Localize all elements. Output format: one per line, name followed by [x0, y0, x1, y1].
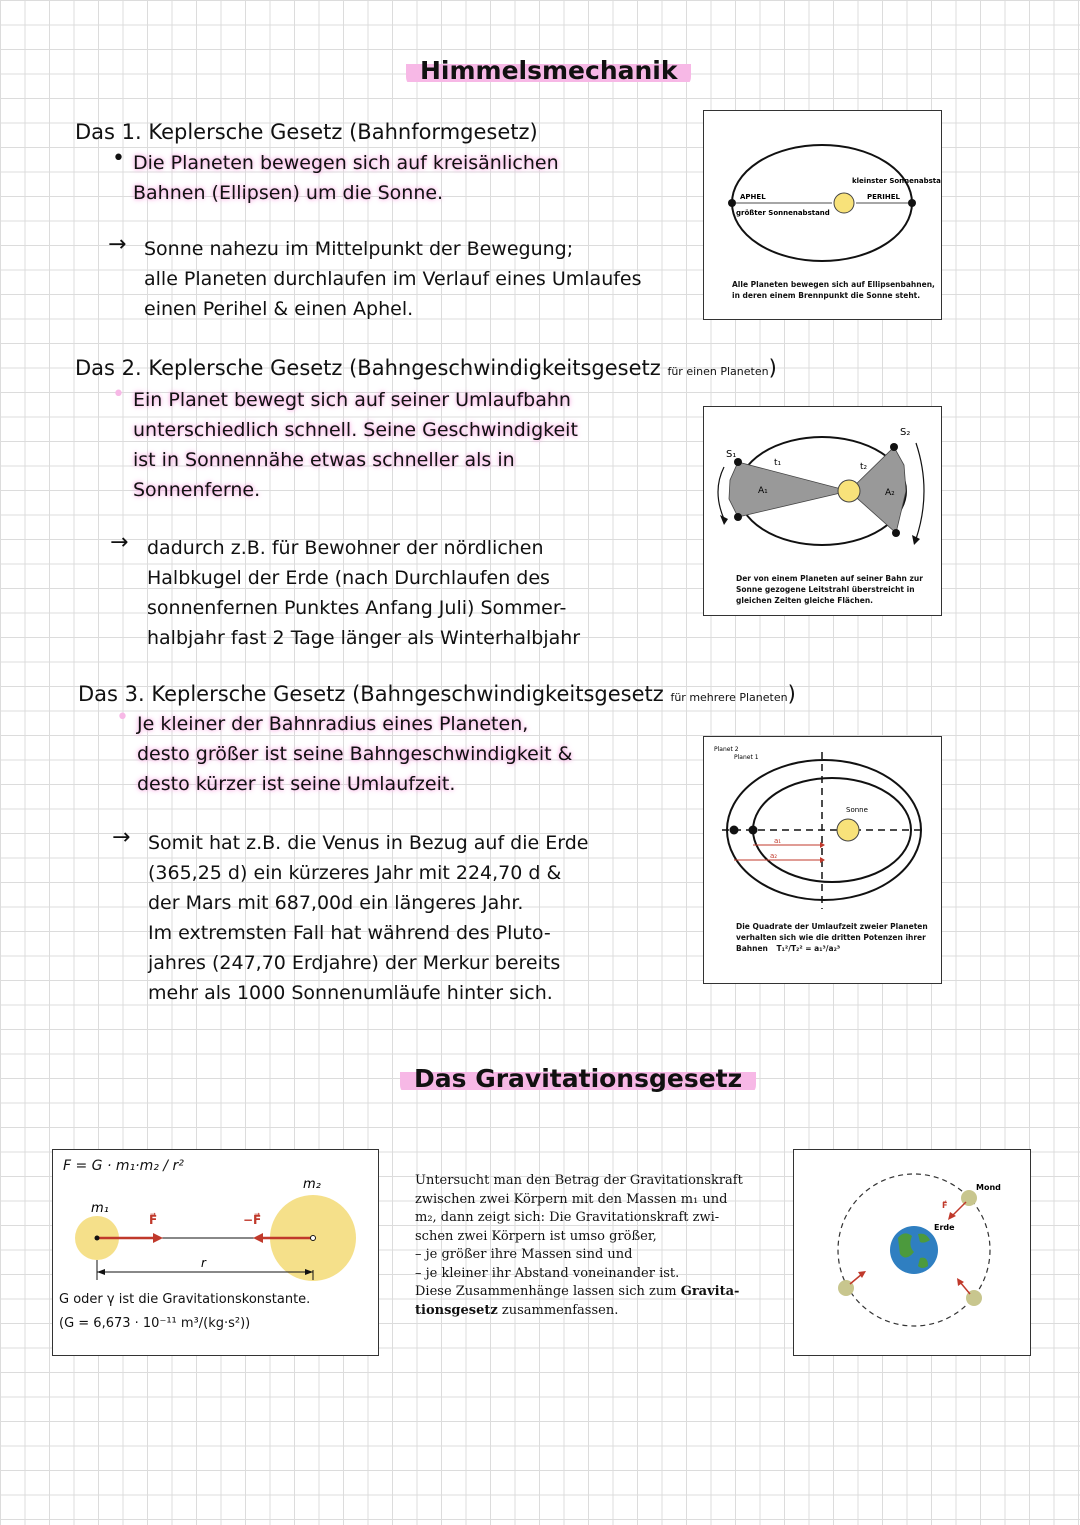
arrowhead-icon: [720, 515, 728, 525]
gravitation-text-line7b: Gravita-: [680, 1284, 740, 1299]
kepler3-note: [148, 828, 588, 1008]
mass1-center: [95, 1236, 100, 1241]
kepler2-highlight-line4: Sonnenferne.: [133, 479, 261, 501]
kepler3-note-line5: jahres (247,70 Erdjahre) der Merkur bereits: [148, 952, 561, 974]
force-arrow: [952, 1202, 966, 1216]
kepler2-caption-line2: Sonne gezogene Leitstrahl überstreicht in: [736, 585, 915, 594]
kepler2-highlight-line3: ist in Sonnennähe etwas schneller als in: [133, 449, 515, 471]
planet-dot: [890, 443, 898, 451]
sun-icon: [834, 193, 854, 213]
planet-aphel-dot: [728, 199, 736, 207]
label-aphel: APHEL: [740, 193, 766, 201]
kepler2-caption-line1: Der von einem Planeten auf seiner Bahn zur: [736, 574, 923, 583]
arrow-right-icon: →: [108, 232, 127, 257]
earth-icon: [890, 1226, 938, 1274]
kepler2-note-line1: dadurch z.B. für Bewohner der nördlichen: [147, 537, 544, 559]
kepler3-note-line2: (365,25 d) ein kürzeres Jahr mit 224,70 d &: [148, 862, 562, 884]
label-m2: m₂: [303, 1177, 321, 1192]
kepler3-heading-small: für mehrere Planeten: [670, 691, 788, 704]
kepler3-heading-main: Das 3. Keplersche Gesetz (Bahngeschwindigkeitsgesetz: [78, 682, 664, 706]
kepler1-highlight-line2: Bahnen (Ellipsen) um die Sonne.: [133, 182, 444, 204]
label-planet2: Planet 2: [714, 746, 739, 753]
gravitation-text-line4: schen zwei Körpern ist umso größer,: [415, 1228, 657, 1244]
arrow-right-icon: →: [110, 530, 129, 555]
kepler2-note-line2: Halbkugel der Erde (nach Durchlaufen des: [147, 567, 550, 589]
kepler3-highlight-line3: desto kürzer ist seine Umlaufzeit.: [137, 773, 456, 795]
planet-perihel-dot: [908, 199, 916, 207]
label-max-distance: größter Sonnenabstand: [736, 209, 830, 217]
kepler1-note-line1: Sonne nahezu im Mittelpunkt der Bewegung;: [144, 238, 574, 260]
kepler1-caption-line2: in deren einem Brennpunkt die Sonne steht.: [732, 291, 921, 300]
label-m1: m₁: [91, 1201, 109, 1216]
kepler3-caption: [736, 921, 928, 954]
gravitation-text-line7: [415, 1283, 752, 1302]
kepler2-diagram: [703, 406, 942, 616]
sun-icon: [837, 819, 859, 841]
motion-arrow-right: [916, 443, 924, 539]
kepler3-heading-end: ): [787, 682, 796, 706]
kepler3-highlight-line2: desto größer ist seine Bahngeschwindigkeit &: [137, 743, 573, 765]
kepler1-caption: [732, 279, 935, 301]
planet2-dot: [730, 826, 739, 835]
kepler2-caption-line3: gleichen Zeiten gleiche Flächen.: [736, 596, 874, 605]
label-t1: t₁: [774, 458, 782, 468]
label-perihel: PERIHEL: [867, 193, 901, 201]
kepler3-caption-bahnen: Bahnen: [736, 944, 768, 953]
label-planet1: Planet 1: [734, 754, 759, 761]
gravitation-text-line3: m₂, dann zeigt sich: Die Gravitationskraft zwi-: [415, 1210, 720, 1225]
gravitation-text-line2: zwischen zwei Körpern mit den Massen m₁ und: [415, 1191, 728, 1207]
label-r: r: [201, 1256, 206, 1270]
kepler2-note-line3: sonnenfernen Punktes Anfang Juli) Sommer-: [147, 597, 567, 619]
kepler2-highlight-line1: Ein Planet bewegt sich auf seiner Umlaufbahn: [133, 389, 571, 411]
label-t2: t₂: [860, 462, 868, 472]
kepler3-diagram: [703, 736, 942, 984]
motion-arrow-left: [718, 467, 724, 519]
kepler3-caption-line1: Die Quadrate der Umlaufzeit zweier Planeten: [736, 922, 928, 931]
kepler3-highlight-line1: Je kleiner der Bahnradius eines Planeten,: [137, 713, 529, 735]
kepler3-heading: [78, 682, 796, 706]
label-a2: a₂: [770, 852, 778, 860]
gravitation-text-line8b: zusammenfassen.: [497, 1302, 619, 1318]
label-sonne: Sonne: [846, 806, 868, 814]
sector-a1: [729, 462, 849, 517]
mass2-center: [311, 1236, 316, 1241]
kepler2-highlight-line2: unterschiedlich schnell. Seine Geschwindigkeit: [133, 419, 578, 441]
bullet-icon: •: [116, 705, 129, 730]
kepler2-caption: [736, 573, 923, 606]
gravitation-text: [415, 1172, 752, 1320]
kepler3-note-line6: mehr als 1000 Sonnenumläufe hinter sich.: [148, 982, 553, 1004]
bullet-icon: •: [112, 382, 125, 407]
label-erde: Erde: [934, 1223, 955, 1232]
kepler3-highlight: [137, 709, 572, 799]
gravitation-text-line8a: tionsgesetz: [415, 1302, 498, 1318]
kepler2-highlight: [133, 385, 578, 505]
kepler3-caption-line3: [736, 943, 928, 954]
arrowhead-icon: [253, 1233, 263, 1243]
arrowhead-icon: [153, 1233, 163, 1243]
kepler2-note-line4: halbjahr fast 2 Tage länger als Winterhalbjahr: [147, 627, 581, 649]
kepler1-diagram: [703, 110, 942, 320]
gravitation-title: Das Gravitationsgesetz: [400, 1062, 756, 1095]
force-arrow: [850, 1274, 862, 1284]
gravitation-constant-value: (G = 6,673 · 10⁻¹¹ m³/(kg·s²)): [59, 1316, 251, 1331]
sun-icon: [838, 480, 860, 502]
arrowhead-icon: [97, 1269, 105, 1275]
kepler1-note-line3: einen Perihel & einen Aphel.: [144, 298, 414, 320]
gravitation-text-line8: [415, 1302, 752, 1321]
gravitation-text-line1: Untersucht man den Betrag der Gravitationskraft: [415, 1173, 743, 1188]
kepler1-highlight: [133, 148, 559, 208]
gravitation-formula-panel: [52, 1149, 379, 1356]
gravitation-text-line6: – je kleiner ihr Abstand voneinander ist.: [415, 1265, 680, 1281]
kepler1-heading: Das 1. Keplersche Gesetz (Bahnformgesetz): [75, 120, 538, 144]
kepler1-caption-line1: Alle Planeten bewegen sich auf Ellipsenbahnen,: [732, 280, 935, 289]
label-a1: A₁: [758, 486, 768, 496]
label-a2: A₂: [885, 488, 895, 498]
kepler2-heading-small: für einen Planeten: [667, 365, 769, 378]
label-force: F⃗: [942, 1201, 948, 1210]
label-f: F⃗: [149, 1213, 158, 1227]
kepler3-formula: T₁²/T₂² = a₁³/a₂³: [776, 944, 841, 953]
arrowhead-icon: [912, 535, 920, 545]
kepler3-note-line4: Im extremsten Fall hat während des Pluto-: [148, 922, 551, 944]
page-title: Himmelsmechanik: [406, 54, 691, 87]
planet-dot: [892, 529, 900, 537]
force-arrow: [960, 1282, 970, 1294]
gravitation-formula: F = G · m₁·m₂ / r²: [63, 1158, 184, 1174]
label-minus-f: −F⃗: [243, 1213, 262, 1227]
planet1-dot: [749, 826, 758, 835]
bullet-icon: •: [112, 146, 125, 171]
kepler1-note-line2: alle Planeten durchlaufen im Verlauf eines Umlaufes: [144, 268, 642, 290]
label-mond: Mond: [976, 1183, 1001, 1192]
earth-moon-diagram: [794, 1150, 1030, 1355]
kepler3-note-line1: Somit hat z.B. die Venus in Bezug auf die Erde: [148, 832, 589, 854]
kepler2-heading-main: Das 2. Keplersche Gesetz (Bahngeschwindigkeitsgesetz: [75, 356, 661, 380]
earth-moon-panel: [793, 1149, 1031, 1356]
gravitation-constant-line: G oder γ ist die Gravitationskonstante.: [59, 1292, 311, 1307]
kepler1-highlight-line1: Die Planeten bewegen sich auf kreisänlichen: [133, 152, 559, 174]
gravitation-text-line5: – je größer ihre Massen sind und: [415, 1247, 633, 1262]
kepler3-note-line3: der Mars mit 687,00d ein längeres Jahr.: [148, 892, 524, 914]
label-min-distance: kleinster Sonnenabstand: [852, 177, 941, 185]
kepler2-note: [147, 533, 580, 653]
arrow-right-icon: →: [112, 825, 131, 850]
label-s1: S₁: [726, 449, 737, 460]
gravitation-text-line7a: Diese Zusammenhänge lassen sich zum: [415, 1284, 681, 1299]
kepler3-caption-line2: verhalten sich wie die dritten Potenzen ihrer: [736, 933, 926, 942]
label-a1: a₁: [774, 837, 782, 845]
label-s2: S₂: [900, 427, 911, 438]
kepler2-heading: [75, 356, 777, 380]
kepler2-heading-end: ): [768, 356, 777, 380]
kepler1-note: [144, 234, 642, 324]
planet-dot: [734, 513, 742, 521]
